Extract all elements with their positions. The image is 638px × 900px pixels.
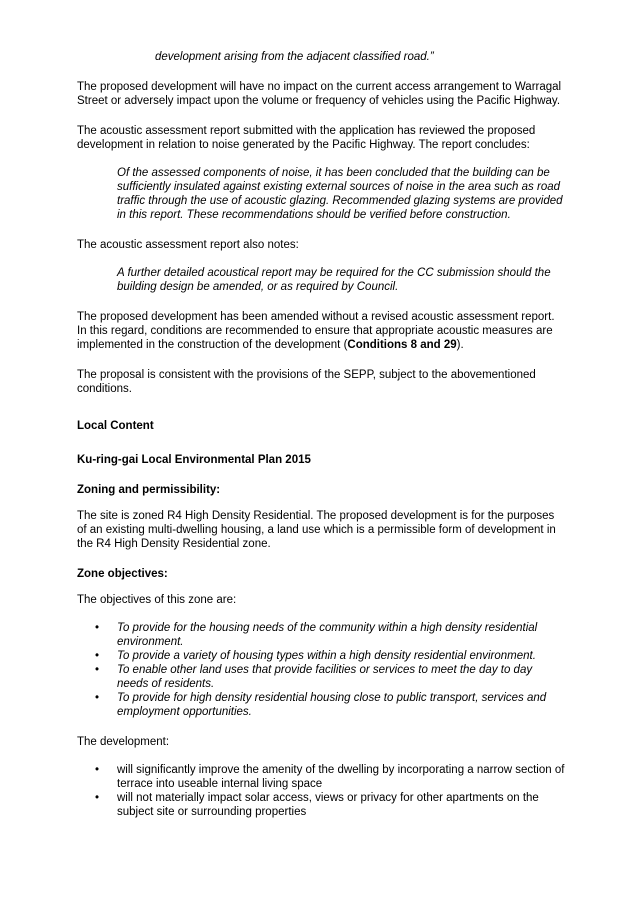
paragraph-objectives-intro: The objectives of this zone are: <box>77 594 237 606</box>
bullet-icon: • <box>95 764 100 776</box>
quote-continuation: development arising from the adjacent classified road.” <box>155 51 434 63</box>
list-item: • To provide for high density residential housing close to public transport, services and employment opportunities. <box>95 692 547 718</box>
bullet-icon: • <box>95 664 100 676</box>
bullet-icon: • <box>95 650 100 662</box>
development-points-list <box>77 763 565 819</box>
paragraph-acoustic-assessment: The acoustic assessment report submitted with the application has reviewed the proposed development in relation to noise generated by the Pacific Highway. The report concludes: <box>77 125 536 151</box>
list-item: • will not materially impact solar access, views or privacy for other apartments on the subject site or surrounding properties <box>95 792 539 818</box>
paragraph-access: The proposed development will have no impact on the current access arrangement to Warragal Street or adversely impact upon the volume or frequency of vehicles using the Pacific Highway. <box>77 81 562 107</box>
list-item: • To enable other land uses that provide facilities or services to meet the day to day needs of residents. <box>95 664 533 690</box>
conditions-reference: Conditions 8 and 29 <box>347 339 457 351</box>
bullet-icon: • <box>95 622 100 634</box>
list-item: • To provide for the housing needs of the community within a high density residential environment. <box>95 622 538 648</box>
paragraph-also-notes: The acoustic assessment report also notes: <box>77 239 299 251</box>
list-item: • will significantly improve the amenity of the dwelling by incorporating a narrow section of terrace into useable internal living space <box>95 764 565 790</box>
heading-local-content: Local Content <box>77 420 154 432</box>
objectives-list <box>77 621 565 719</box>
document-page <box>77 50 565 819</box>
heading-zone-objectives: Zone objectives: <box>77 568 168 580</box>
paragraph-development: The development: <box>77 736 170 748</box>
paragraph-sepp: The proposal is consistent with the provisions of the SEPP, subject to the abovementioned conditions. <box>77 369 536 395</box>
bullet-icon: • <box>95 692 100 704</box>
quote-cc-submission: A further detailed acoustical report may be required for the CC submission should the building design be amended, or as required by Council. <box>117 267 551 293</box>
paragraph-amended-end: ). <box>456 339 464 351</box>
list-item: • To provide a variety of housing types within a high density residential environment. <box>95 650 536 662</box>
heading-lep: Ku-ring-gai Local Environmental Plan 2015 <box>77 454 311 466</box>
paragraph-amended <box>77 310 565 352</box>
paragraph-amended-text: The proposed development has been amended without a revised acoustic assessment report. In this regard, conditions are recommended to ensure that appropriate acoustic measures are implemented in the construction of the development ( <box>77 311 555 351</box>
heading-zoning: Zoning and permissibility: <box>77 484 221 496</box>
quote-noise-conclusion: Of the assessed components of noise, it has been concluded that the building can be sufficiently insulated against existing external sources of noise in the area such as road traffic through the use of acoustic glazing. Recommended glazing systems are provided in this report. These recommendations should be verified before construction. <box>117 167 563 221</box>
paragraph-zoned: The site is zoned R4 High Density Residential. The proposed development is for the purposes of an existing multi-dwelling housing, a land use which is a permissible form of development in the R4 High Density Residential zone. <box>77 510 556 550</box>
bullet-icon: • <box>95 792 100 804</box>
